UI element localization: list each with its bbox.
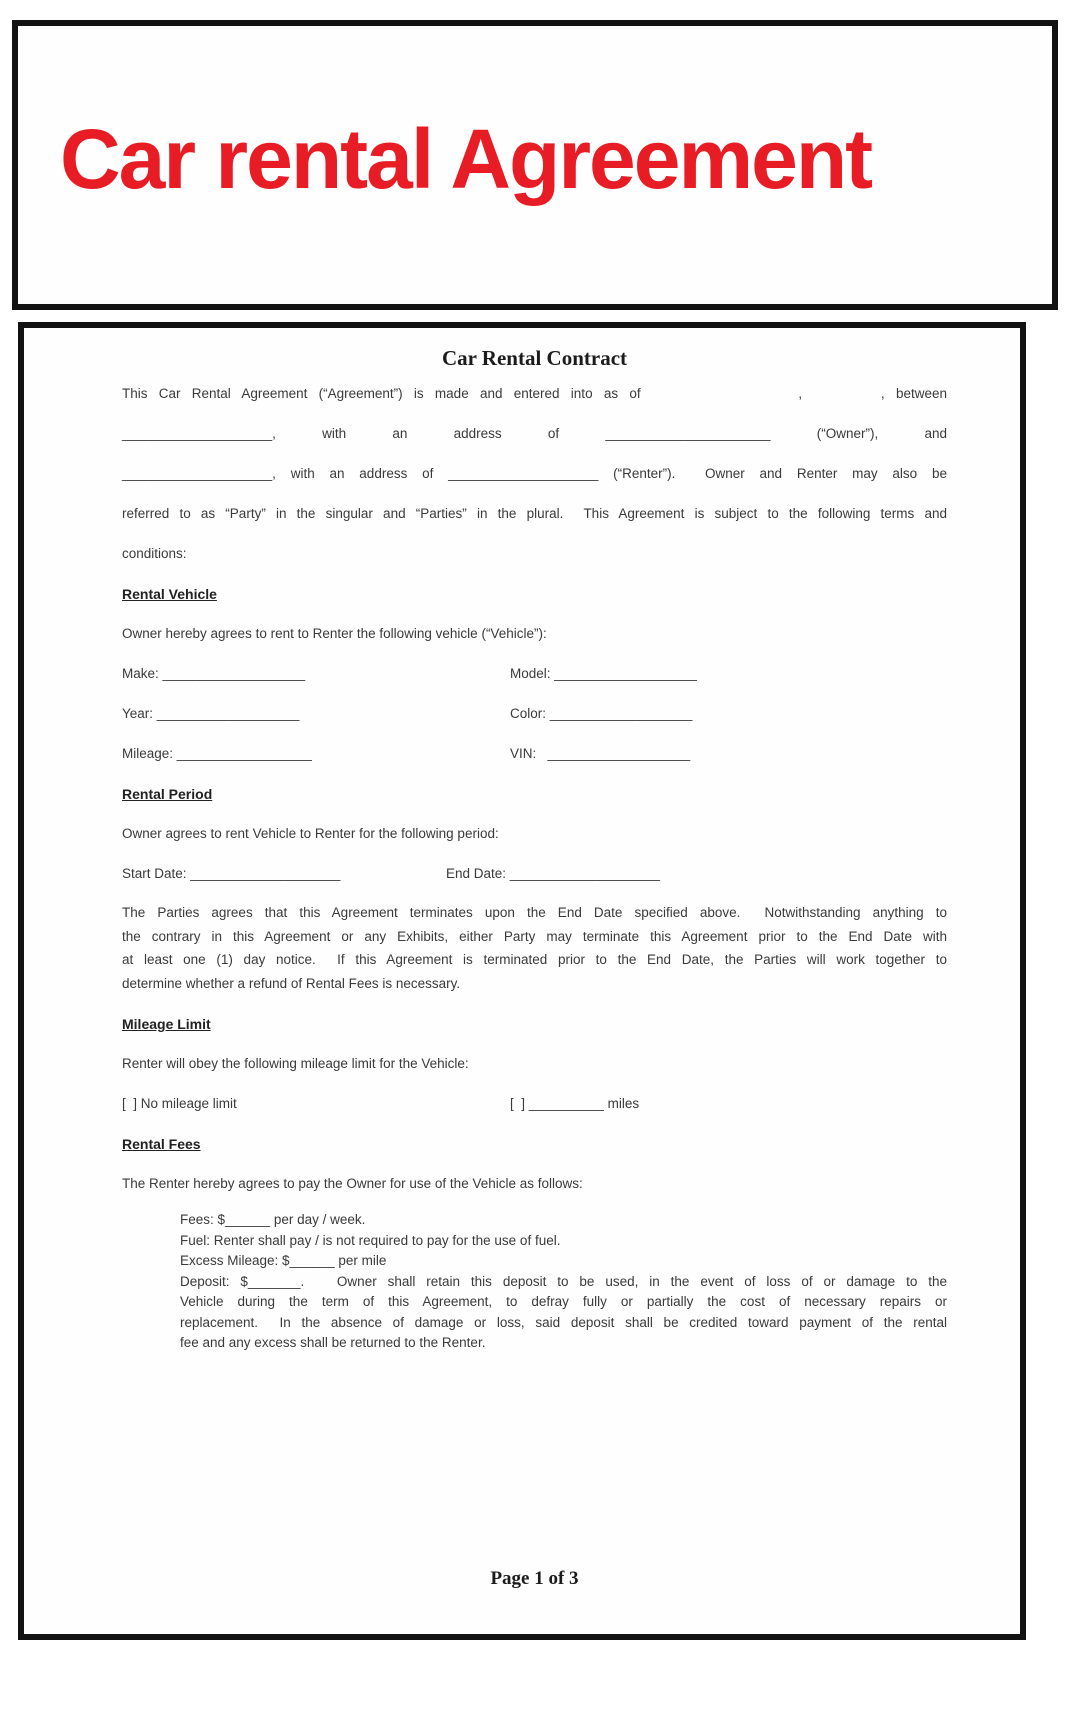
document-body (122, 374, 947, 1592)
intro-line: ____________________, with an address of ______________________ (“Owner”), and (122, 426, 947, 441)
vin-field: VIN: ___________________ (510, 746, 691, 761)
color-field: Color: ___________________ (510, 706, 693, 721)
end-date-field: End Date: ____________________ (446, 866, 660, 881)
mileage-limit-heading: Mileage Limit (122, 1016, 211, 1032)
termination-paragraph (122, 901, 947, 995)
section-rental-vehicle (122, 574, 947, 774)
vehicle-field-row (122, 654, 947, 694)
mileage-limit-lead: Renter will obey the following mileage limit for the Vehicle: (122, 1056, 469, 1071)
deposit-line: replacement. In the absence of damage or loss, said deposit shall be credited toward payment of the rental (180, 1314, 947, 1330)
termination-line: The Parties agrees that this Agreement terminates upon the End Date specified above. Notwithstanding anything to (122, 905, 947, 920)
intro-line: conditions: (122, 546, 187, 561)
rental-period-lead: Owner agrees to rent Vehicle to Renter for the following period: (122, 826, 499, 841)
section-mileage-limit (122, 1004, 947, 1124)
rental-vehicle-heading: Rental Vehicle (122, 586, 217, 602)
mileage-field: Mileage: __________________ (122, 746, 312, 761)
intro-line: referred to as “Party” in the singular and “Parties” in the plural. This Agreement is subject to the following terms and (122, 506, 947, 521)
fees-item: Fees: $______ per day / week. (180, 1212, 366, 1227)
banner-box (12, 20, 1058, 310)
vehicle-field-row (122, 694, 947, 734)
termination-line: at least one (1) day notice. If this Agreement is terminated prior to the End Date, the Parties will work together to (122, 952, 947, 967)
fuel-item: Fuel: Renter shall pay / is not required to pay for the use of fuel. (180, 1232, 561, 1248)
deposit-line: Deposit: $_______. Owner shall retain this deposit to be used, in the event of loss of or damage to the (180, 1273, 947, 1289)
excess-mileage-item: Excess Mileage: $______ per mile (180, 1253, 387, 1268)
section-rental-period (122, 774, 947, 995)
contract-page (18, 322, 1026, 1640)
section-rental-fees (122, 1124, 947, 1354)
rental-fees-lead: The Renter hereby agrees to pay the Owner for use of the Vehicle as follows: (122, 1176, 583, 1191)
deposit-line: Vehicle during the term of this Agreement, to defray fully or partially the cost of necessary repairs or (180, 1294, 947, 1309)
start-date-field: Start Date: ____________________ (122, 866, 341, 881)
document-title: Car Rental Contract (441, 346, 628, 370)
date-field-row (122, 854, 947, 894)
banner-title: Car rental Agreement (60, 111, 872, 206)
rental-period-heading: Rental Period (122, 786, 213, 802)
year-field: Year: ___________________ (122, 706, 300, 721)
termination-line: the contrary in this Agreement or any Exhibits, either Party may terminate this Agreement prior to the End Date with (122, 928, 947, 944)
model-field: Model: ___________________ (510, 666, 697, 681)
mileage-options-row (122, 1084, 947, 1124)
intro-line: ____________________, with an address of ____________________ (“Renter”). Owner and Renter may also be (122, 466, 947, 481)
fees-detail-block (180, 1210, 947, 1354)
rental-vehicle-lead: Owner hereby agrees to rent to Renter the following vehicle (“Vehicle”): (122, 626, 547, 641)
rental-fees-heading: Rental Fees (122, 1136, 201, 1152)
termination-line: determine whether a refund of Rental Fees is necessary. (122, 975, 461, 991)
no-mileage-limit-checkbox: [ ] No mileage limit (122, 1096, 237, 1111)
intro-paragraph (122, 374, 947, 574)
page-number: Page 1 of 3 (490, 1567, 579, 1589)
vehicle-field-row (122, 734, 947, 774)
intro-line: This Car Rental Agreement (“Agreement”) is made and entered into as of , , between (122, 386, 947, 401)
make-field: Make: ___________________ (122, 666, 306, 681)
deposit-line: fee and any excess shall be returned to the Renter. (180, 1335, 486, 1350)
miles-limit-checkbox: [ ] __________ miles (510, 1096, 640, 1111)
